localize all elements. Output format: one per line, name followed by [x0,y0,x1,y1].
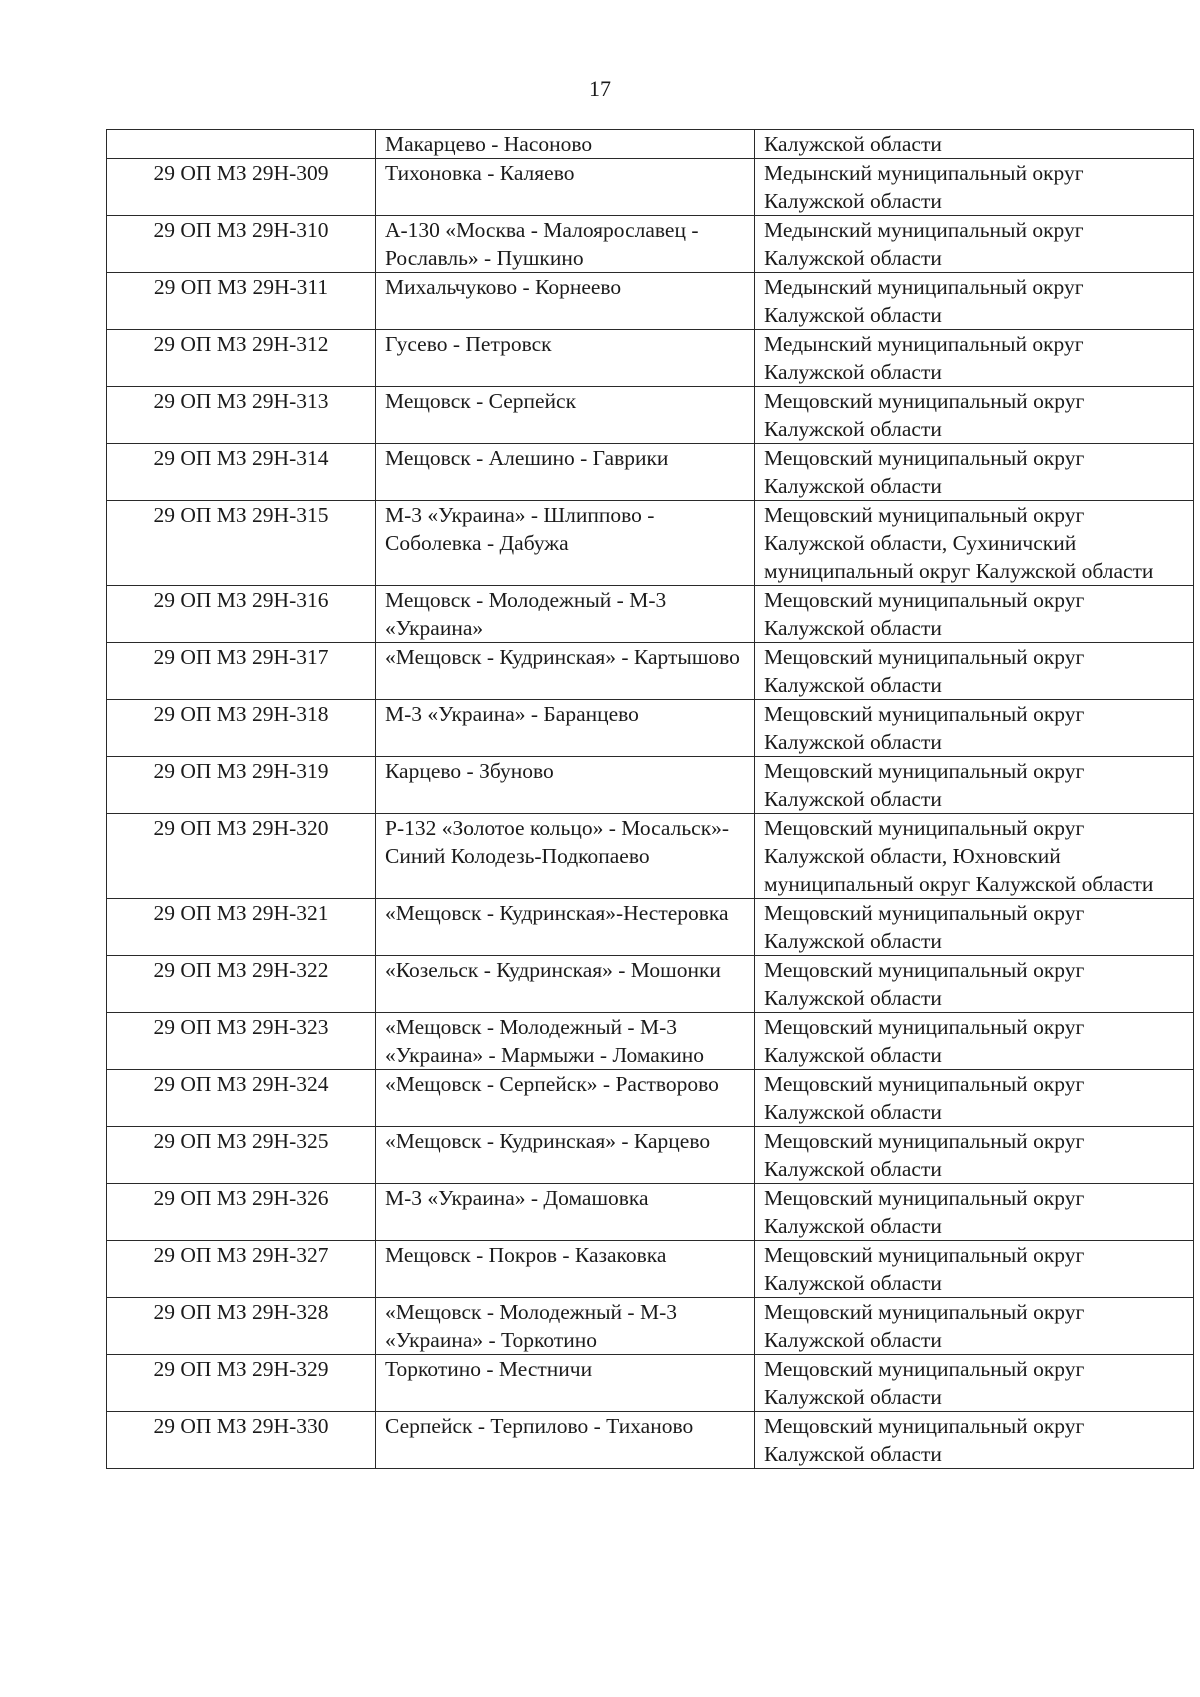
road-id-cell: 29 ОП МЗ 29Н-325 [107,1127,376,1184]
district-cell: Медынский муниципальный округ Калужской области [755,216,1194,273]
route-name-cell: «Козельск - Кудринская» - Мошонки [376,956,755,1013]
route-name-cell: Мещовск - Молодежный - М-3 «Украина» [376,586,755,643]
route-name-cell: «Мещовск - Серпейск» - Растворово [376,1070,755,1127]
road-id-cell: 29 ОП МЗ 29Н-330 [107,1412,376,1469]
road-id-cell [107,130,376,159]
route-name-cell: «Мещовск - Кудринская» - Картышово [376,643,755,700]
roads-table-body [107,130,1194,1469]
table-row [107,273,1194,330]
route-name-cell: М-3 «Украина» - Баранцево [376,700,755,757]
table-row [107,1070,1194,1127]
district-cell: Калужской области [755,130,1194,159]
road-id-cell: 29 ОП МЗ 29Н-315 [107,501,376,586]
page-number: 17 [589,76,611,101]
route-name-cell: «Мещовск - Молодежный - М-3 «Украина» - Торкотино [376,1298,755,1355]
district-cell: Медынский муниципальный округ Калужской области [755,273,1194,330]
district-cell: Мещовский муниципальный округ Калужской области [755,1070,1194,1127]
road-id-cell: 29 ОП МЗ 29Н-309 [107,159,376,216]
district-cell: Мещовский муниципальный округ Калужской области [755,899,1194,956]
route-name-cell: «Мещовск - Кудринская»-Нестеровка [376,899,755,956]
district-cell: Мещовский муниципальный округ Калужской области [755,956,1194,1013]
road-id-cell: 29 ОП МЗ 29Н-318 [107,700,376,757]
road-id-cell: 29 ОП МЗ 29Н-314 [107,444,376,501]
road-id-cell: 29 ОП МЗ 29Н-321 [107,899,376,956]
road-id-cell: 29 ОП МЗ 29Н-323 [107,1013,376,1070]
table-row [107,956,1194,1013]
road-id-cell: 29 ОП МЗ 29Н-324 [107,1070,376,1127]
district-cell: Мещовский муниципальный округ Калужской области [755,1241,1194,1298]
road-id-cell: 29 ОП МЗ 29Н-310 [107,216,376,273]
table-row [107,757,1194,814]
road-id-cell: 29 ОП МЗ 29Н-313 [107,387,376,444]
route-name-cell: Мещовск - Покров - Казаковка [376,1241,755,1298]
district-cell: Мещовский муниципальный округ Калужской области [755,1127,1194,1184]
table-row [107,643,1194,700]
route-name-cell: «Мещовск - Кудринская» - Карцево [376,1127,755,1184]
table-row [107,501,1194,586]
route-name-cell: Тихоновка - Каляево [376,159,755,216]
table-row [107,1013,1194,1070]
route-name-cell: А-130 «Москва - Малоярославец - Рославль» - Пушкино [376,216,755,273]
road-id-cell: 29 ОП МЗ 29Н-327 [107,1241,376,1298]
route-name-cell: Макарцево - Насоново [376,130,755,159]
district-cell: Мещовский муниципальный округ Калужской области [755,586,1194,643]
route-name-cell: «Мещовск - Молодежный - М-3 «Украина» - Мармыжи - Ломакино [376,1013,755,1070]
road-id-cell: 29 ОП МЗ 29Н-317 [107,643,376,700]
table-row [107,130,1194,159]
route-name-cell: Торкотино - Местничи [376,1355,755,1412]
route-name-cell: Р-132 «Золотое кольцо» - Мосальск»-Синий Колодезь-Подкопаево [376,814,755,899]
route-name-cell: М-3 «Украина» - Шлиппово - Соболевка - Дабужа [376,501,755,586]
route-name-cell: Карцево - Збуново [376,757,755,814]
route-name-cell: Мещовск - Серпейск [376,387,755,444]
road-id-cell: 29 ОП МЗ 29Н-322 [107,956,376,1013]
district-cell: Мещовский муниципальный округ Калужской области [755,387,1194,444]
table-row [107,586,1194,643]
route-name-cell: Серпейск - Терпилово - Тиханово [376,1412,755,1469]
road-id-cell: 29 ОП МЗ 29Н-311 [107,273,376,330]
table-row [107,216,1194,273]
district-cell: Мещовский муниципальный округ Калужской области [755,1355,1194,1412]
district-cell: Мещовский муниципальный округ Калужской области [755,1412,1194,1469]
route-name-cell: Михальчуково - Корнеево [376,273,755,330]
route-name-cell: Гусево - Петровск [376,330,755,387]
table-row [107,1241,1194,1298]
table-row [107,899,1194,956]
roads-table [106,129,1194,1469]
district-cell: Медынский муниципальный округ Калужской области [755,330,1194,387]
road-id-cell: 29 ОП МЗ 29Н-329 [107,1355,376,1412]
table-row [107,444,1194,501]
road-id-cell: 29 ОП МЗ 29Н-320 [107,814,376,899]
district-cell: Мещовский муниципальный округ Калужской области [755,1013,1194,1070]
road-id-cell: 29 ОП МЗ 29Н-316 [107,586,376,643]
district-cell: Мещовский муниципальный округ Калужской области [755,643,1194,700]
route-name-cell: М-3 «Украина» - Домашовка [376,1184,755,1241]
district-cell: Мещовский муниципальный округ Калужской области [755,700,1194,757]
table-row [107,1127,1194,1184]
table-row [107,700,1194,757]
district-cell: Мещовский муниципальный округ Калужской области [755,1298,1194,1355]
road-id-cell: 29 ОП МЗ 29Н-326 [107,1184,376,1241]
table-row [107,387,1194,444]
district-cell: Мещовский муниципальный округ Калужской области, Сухиничский муниципальный округ Калужской области [755,501,1194,586]
table-row [107,1298,1194,1355]
table-row [107,330,1194,387]
table-row [107,1355,1194,1412]
district-cell: Медынский муниципальный округ Калужской области [755,159,1194,216]
table-row [107,814,1194,899]
table-row [107,1184,1194,1241]
district-cell: Мещовский муниципальный округ Калужской области [755,444,1194,501]
district-cell: Мещовский муниципальный округ Калужской области [755,1184,1194,1241]
road-id-cell: 29 ОП МЗ 29Н-328 [107,1298,376,1355]
road-id-cell: 29 ОП МЗ 29Н-312 [107,330,376,387]
district-cell: Мещовский муниципальный округ Калужской области, Юхновский муниципальный округ Калужской области [755,814,1194,899]
road-id-cell: 29 ОП МЗ 29Н-319 [107,757,376,814]
table-row [107,159,1194,216]
district-cell: Мещовский муниципальный округ Калужской области [755,757,1194,814]
route-name-cell: Мещовск - Алешино - Гаврики [376,444,755,501]
table-row [107,1412,1194,1469]
